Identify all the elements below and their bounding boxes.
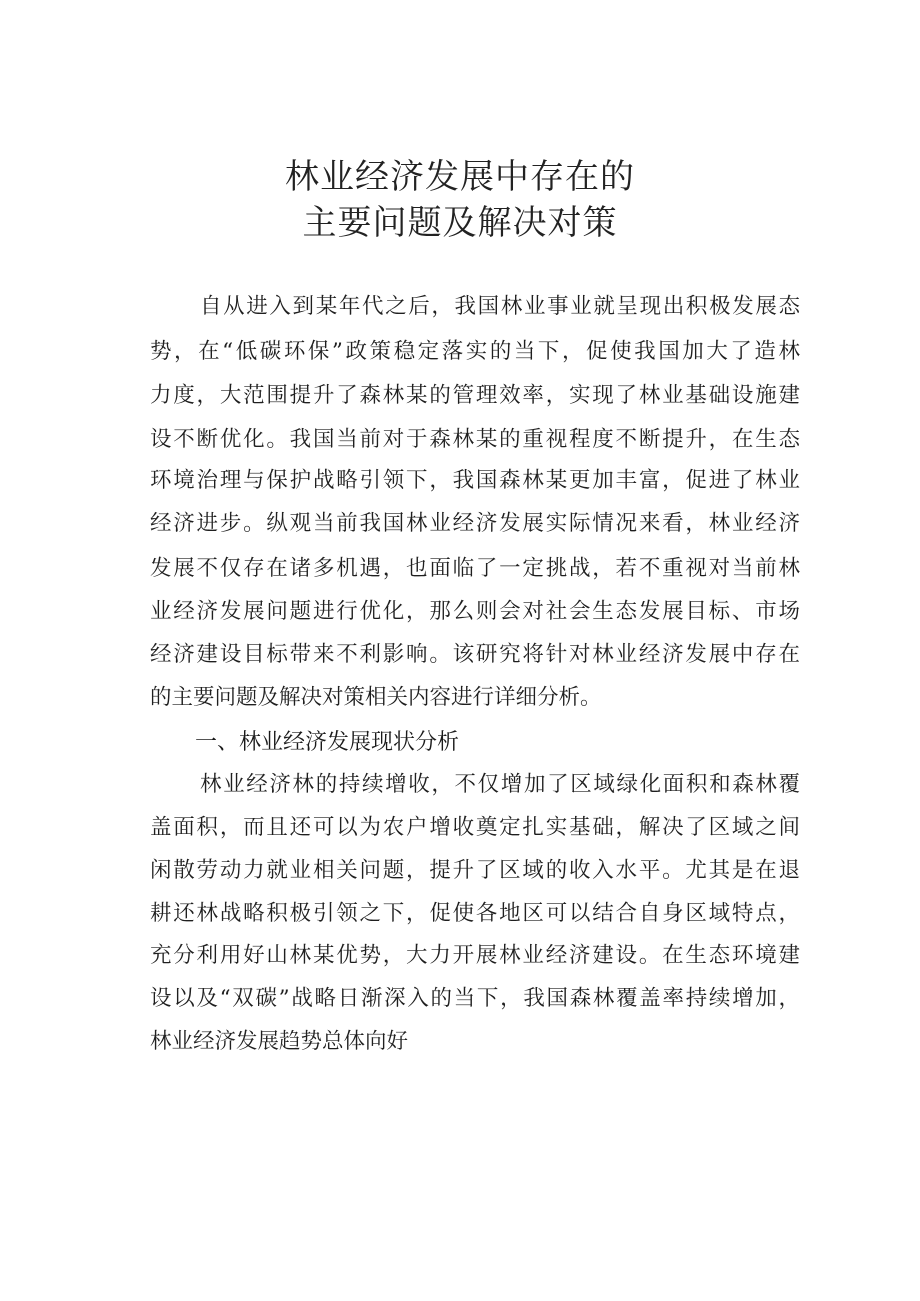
- paragraph-line: 充分利用好山林某优势，大力开展林业经济建设。在生态环境建: [150, 943, 800, 968]
- paragraph-line: 耕还林战略积极引领之下，促使各地区可以结合自身区域特点，: [150, 901, 800, 926]
- paragraph-line: 经济建设目标带来不利影响。该研究将针对林业经济发展中存在: [150, 642, 800, 667]
- section-heading: 一、林业经济发展现状分析: [195, 730, 460, 755]
- paragraph-line: 势，在“低碳环保”政策稳定落实的当下，促使我国加大了造林: [150, 339, 800, 364]
- document-title-line-1: 林业经济发展中存在的: [285, 157, 635, 197]
- paragraph-line: 力度，大范围提升了森林某的管理效率，实现了林业基础设施建: [150, 383, 800, 408]
- paragraph-line: 林业经济林的持续增收，不仅增加了区域绿化面积和森林覆: [200, 772, 800, 797]
- paragraph-line: 盖面积，而且还可以为农户增收奠定扎实基础，解决了区域之间: [150, 815, 800, 840]
- paragraph-line: 环境治理与保护战略引领下，我国森林某更加丰富，促进了林业: [150, 468, 800, 493]
- paragraph-line: 经济进步。纵观当前我国林业经济发展实际情况来看，林业经济: [150, 511, 800, 536]
- paragraph-line: 的主要问题及解决对策相关内容进行详细分析。: [150, 685, 602, 710]
- document-title-line-2: 主要问题及解决对策: [302, 203, 618, 243]
- paragraph-line: 设以及“双碳”战略日渐深入的当下，我国森林覆盖率持续增加，: [150, 986, 800, 1011]
- paragraph-line: 闲散劳动力就业相关问题，提升了区域的收入水平。尤其是在退: [150, 858, 800, 883]
- paragraph-line: 自从进入到某年代之后，我国林业事业就呈现出积极发展态: [200, 294, 800, 319]
- paragraph-line: 设不断优化。我国当前对于森林某的重视程度不断提升，在生态: [150, 427, 800, 452]
- paragraph-line: 发展不仅存在诸多机遇，也面临了一定挑战，若不重视对当前林: [150, 556, 800, 581]
- paragraph-line: 业经济发展问题进行优化，那么则会对社会生态发展目标、市场: [150, 599, 800, 624]
- paragraph-line: 林业经济发展趋势总体向好: [150, 1029, 409, 1054]
